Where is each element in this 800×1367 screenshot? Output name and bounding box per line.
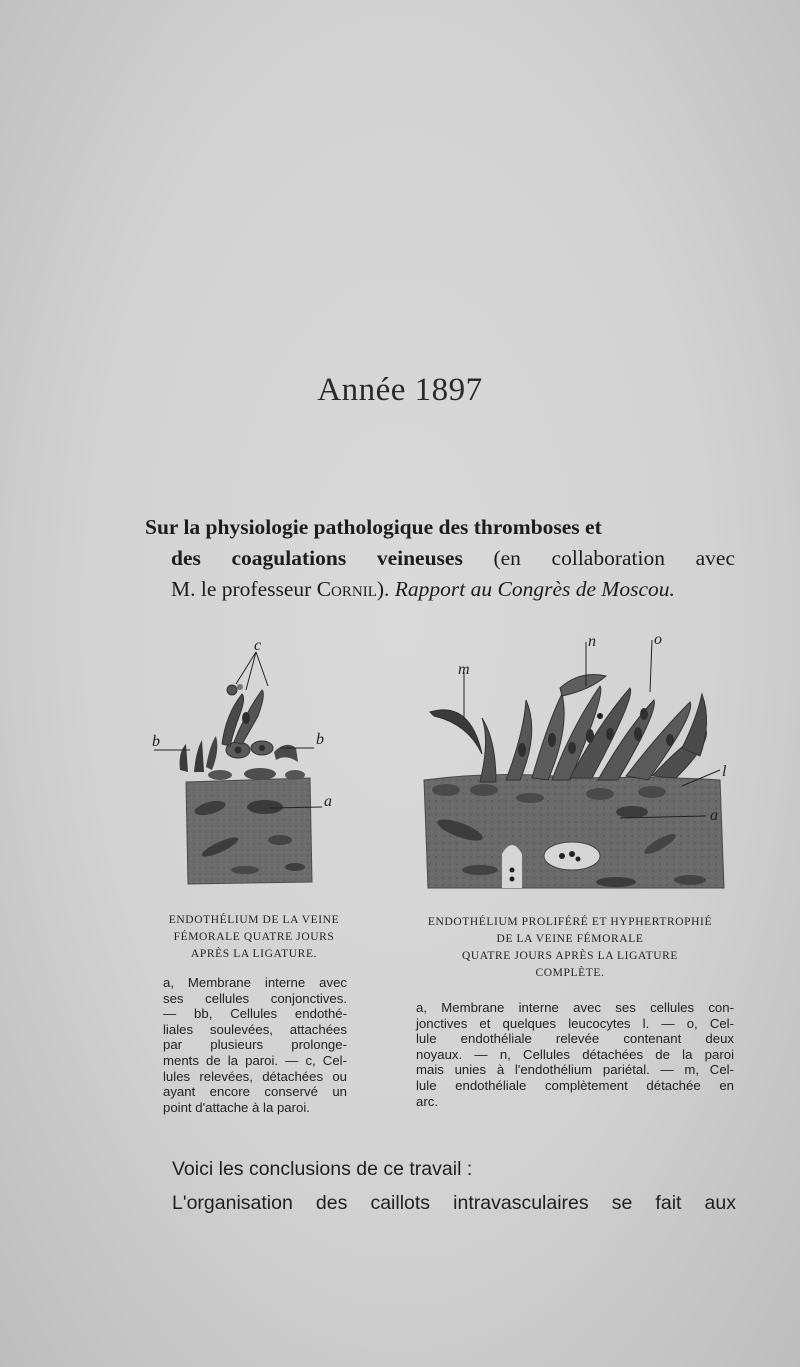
conclusions-intro: Voici les conclusions de ce travail : — [172, 1158, 473, 1180]
caption-line: jonctives et quelques leucocytes l. — o, Cel- — [416, 1015, 734, 1031]
paragraph-first-line: L'organisation des caillots intravasculaires se fait aux — [172, 1192, 736, 1214]
caption-line: arc. — [416, 1093, 438, 1109]
caption-title-line: FÉMORALE QUATRE JOURS — [173, 931, 335, 943]
title-prefix: M. le professeur — [171, 577, 312, 601]
caption-line: lules relevées, détachées ou — [163, 1068, 347, 1084]
label-n: n — [588, 633, 596, 650]
caption-line: — bb, Cellules endothé- — [163, 1006, 347, 1022]
body-paragraph — [172, 1152, 736, 1220]
figure-left-illustration — [150, 632, 350, 888]
label-a-left: a — [324, 793, 332, 810]
label-m: m — [458, 661, 470, 678]
article-title — [145, 512, 735, 605]
title-line-2 — [145, 543, 735, 574]
caption-line: ments de la paroi. — c, Cel- — [163, 1052, 347, 1068]
caption-line: mais unies à l'endothélium pariétal. — m, Cel- — [416, 1062, 734, 1078]
caption-title-line: ENDOTHÉLIUM PROLIFÉRÉ ET HYPHERTROPHIÉ — [427, 916, 713, 928]
caption-line: par plusieurs prolonge- — [163, 1037, 347, 1053]
caption-title-line: ENDOTHÉLIUM DE LA VEINE — [168, 914, 340, 926]
caption-line: ayant encore conservé un — [163, 1084, 347, 1100]
caption-line: ses cellules conjonctives. — [163, 990, 347, 1006]
label-o: o — [654, 631, 662, 648]
title-line-1: Sur la physiologie pathologique des thromboses et — [145, 515, 602, 539]
label-b-right: b — [316, 731, 324, 748]
figure-left-caption-text — [163, 975, 347, 1115]
label-l: l — [722, 763, 727, 780]
caption-line: liales soulevées, attachées — [163, 1021, 347, 1037]
caption-title-line: COMPLÈTE. — [535, 967, 605, 979]
figure-right-caption-title — [400, 914, 740, 982]
caption-title-line: QUATRE JOURS APRÈS LA LIGATURE — [461, 950, 679, 962]
label-a-right: a — [710, 807, 718, 824]
caption-line: noyaux. — n, Cellules détachées de la paroi — [416, 1046, 734, 1062]
caption-line: lule endothéliale complètement détachée en — [416, 1077, 734, 1093]
figure-right-caption-text — [416, 1000, 734, 1109]
caption-title-line: DE LA VEINE FÉMORALE — [496, 933, 644, 945]
title-line-3 — [145, 574, 735, 605]
caption-line: a, Membrane interne avec ses cellules con- — [416, 1000, 734, 1015]
caption-line: a, Membrane interne avec — [163, 975, 347, 990]
report-reference: Rapport au Congrès de Moscou. — [394, 577, 675, 601]
figure-right-illustration — [420, 630, 740, 892]
caption-line: point d'attache à la paroi. — [163, 1099, 310, 1115]
year-heading: Année 1897 — [317, 372, 483, 408]
figure-left-caption-title — [148, 912, 360, 963]
title-punct: ). — [376, 577, 390, 601]
label-c: c — [254, 637, 262, 654]
caption-title-line: APRÈS LA LIGATURE. — [190, 948, 318, 960]
title-bold-part: des coagulations veineuses — [171, 546, 463, 570]
title-collaboration: (en collaboration avec — [493, 546, 735, 570]
caption-line: lule endothéliale relevée contenant deux — [416, 1031, 734, 1047]
label-b-left: b — [152, 733, 160, 750]
author-name: Cornil — [316, 577, 377, 601]
